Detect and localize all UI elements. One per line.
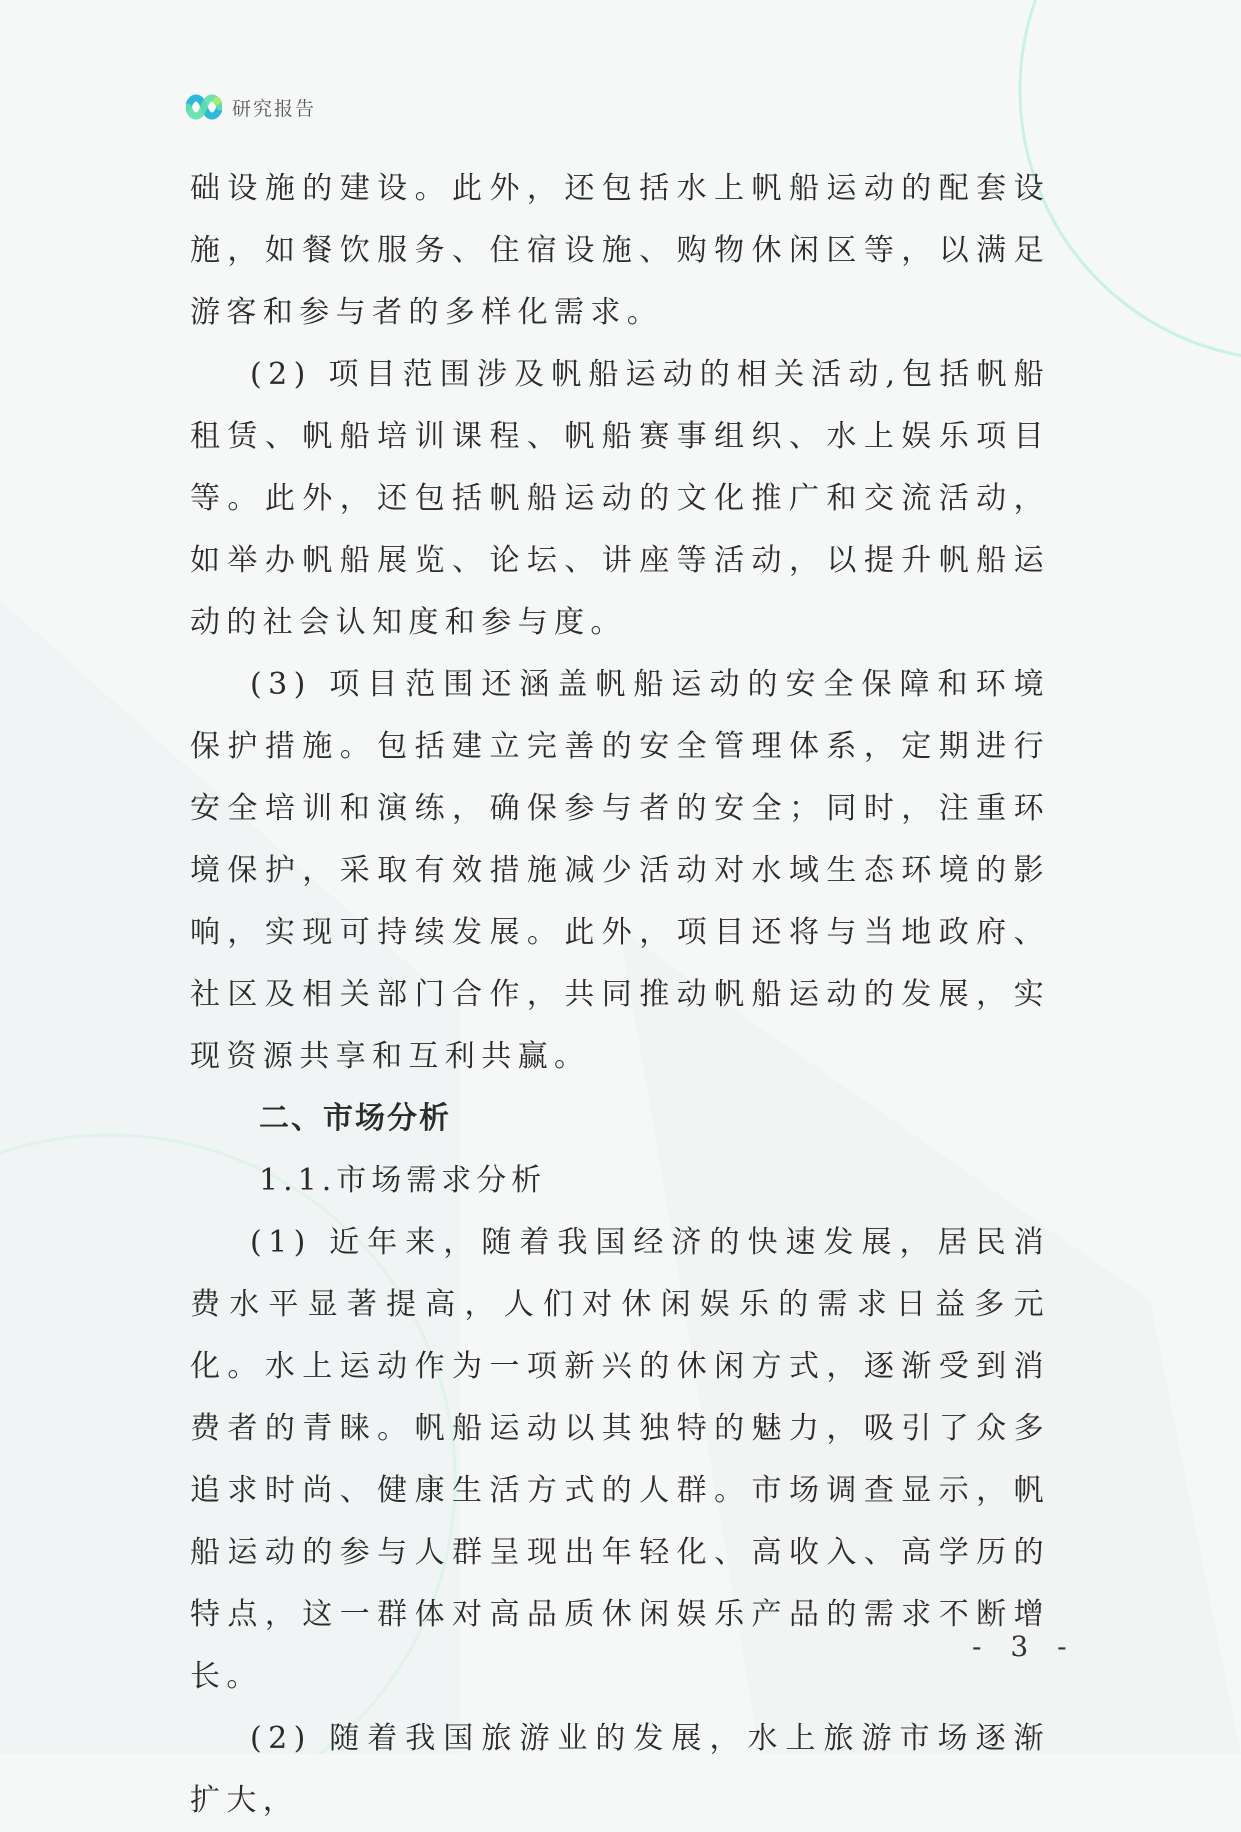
paragraph-item-3: (3) 项目范围还涵盖帆船运动的安全保障和环境保护措施。包括建立完善的安全管理体系，定期进行安全培训和演练，确保参与者的安全；同时，注重环境保护，采取有效措施减少活动对水域生态环境的影响，实现可持续发展。此外，项目还将与当地政府、社区及相关部门合作，共同推动帆船运动的发展，实现资源共享和互利共赢。	[190, 667, 1050, 1074]
subsection-heading: 1.1.市场需求分析	[259, 1163, 547, 1198]
section-heading: 二、市场分析	[259, 1101, 451, 1136]
page-header	[186, 90, 316, 124]
document-body	[190, 158, 1050, 1832]
paragraph-continued: 础设施的建设。此外，还包括水上帆船运动的配套设施，如餐饮服务、住宿设施、购物休闲区等，以满足游客和参与者的多样化需求。	[190, 171, 1050, 330]
paragraph-item-2: (2) 项目范围涉及帆船运动的相关活动,包括帆船租赁、帆船培训课程、帆船赛事组织、水上娱乐项目等。此外，还包括帆船运动的文化推广和交流活动，如举办帆船展览、论坛、讲座等活动，以提升帆船运动的社会认知度和参与度。	[190, 357, 1050, 640]
report-logo-icon	[186, 91, 222, 123]
paragraph-market-2: (2) 随着我国旅游业的发展，水上旅游市场逐渐扩大，	[190, 1721, 1050, 1818]
paragraph-market-1: (1) 近年来，随着我国经济的快速发展，居民消费水平显著提高，人们对休闲娱乐的需求日益多元化。水上运动作为一项新兴的休闲方式，逐渐受到消费者的青睐。帆船运动以其独特的魅力，吸引了众多追求时尚、健康生活方式的人群。市场调查显示，帆船运动的参与人群呈现出年轻化、高收入、高学历的特点，这一群体对高品质休闲娱乐产品的需求不断增长。	[190, 1225, 1050, 1694]
page-number: - 3 -	[972, 1630, 1077, 1663]
header-title: 研究报告	[232, 97, 317, 120]
